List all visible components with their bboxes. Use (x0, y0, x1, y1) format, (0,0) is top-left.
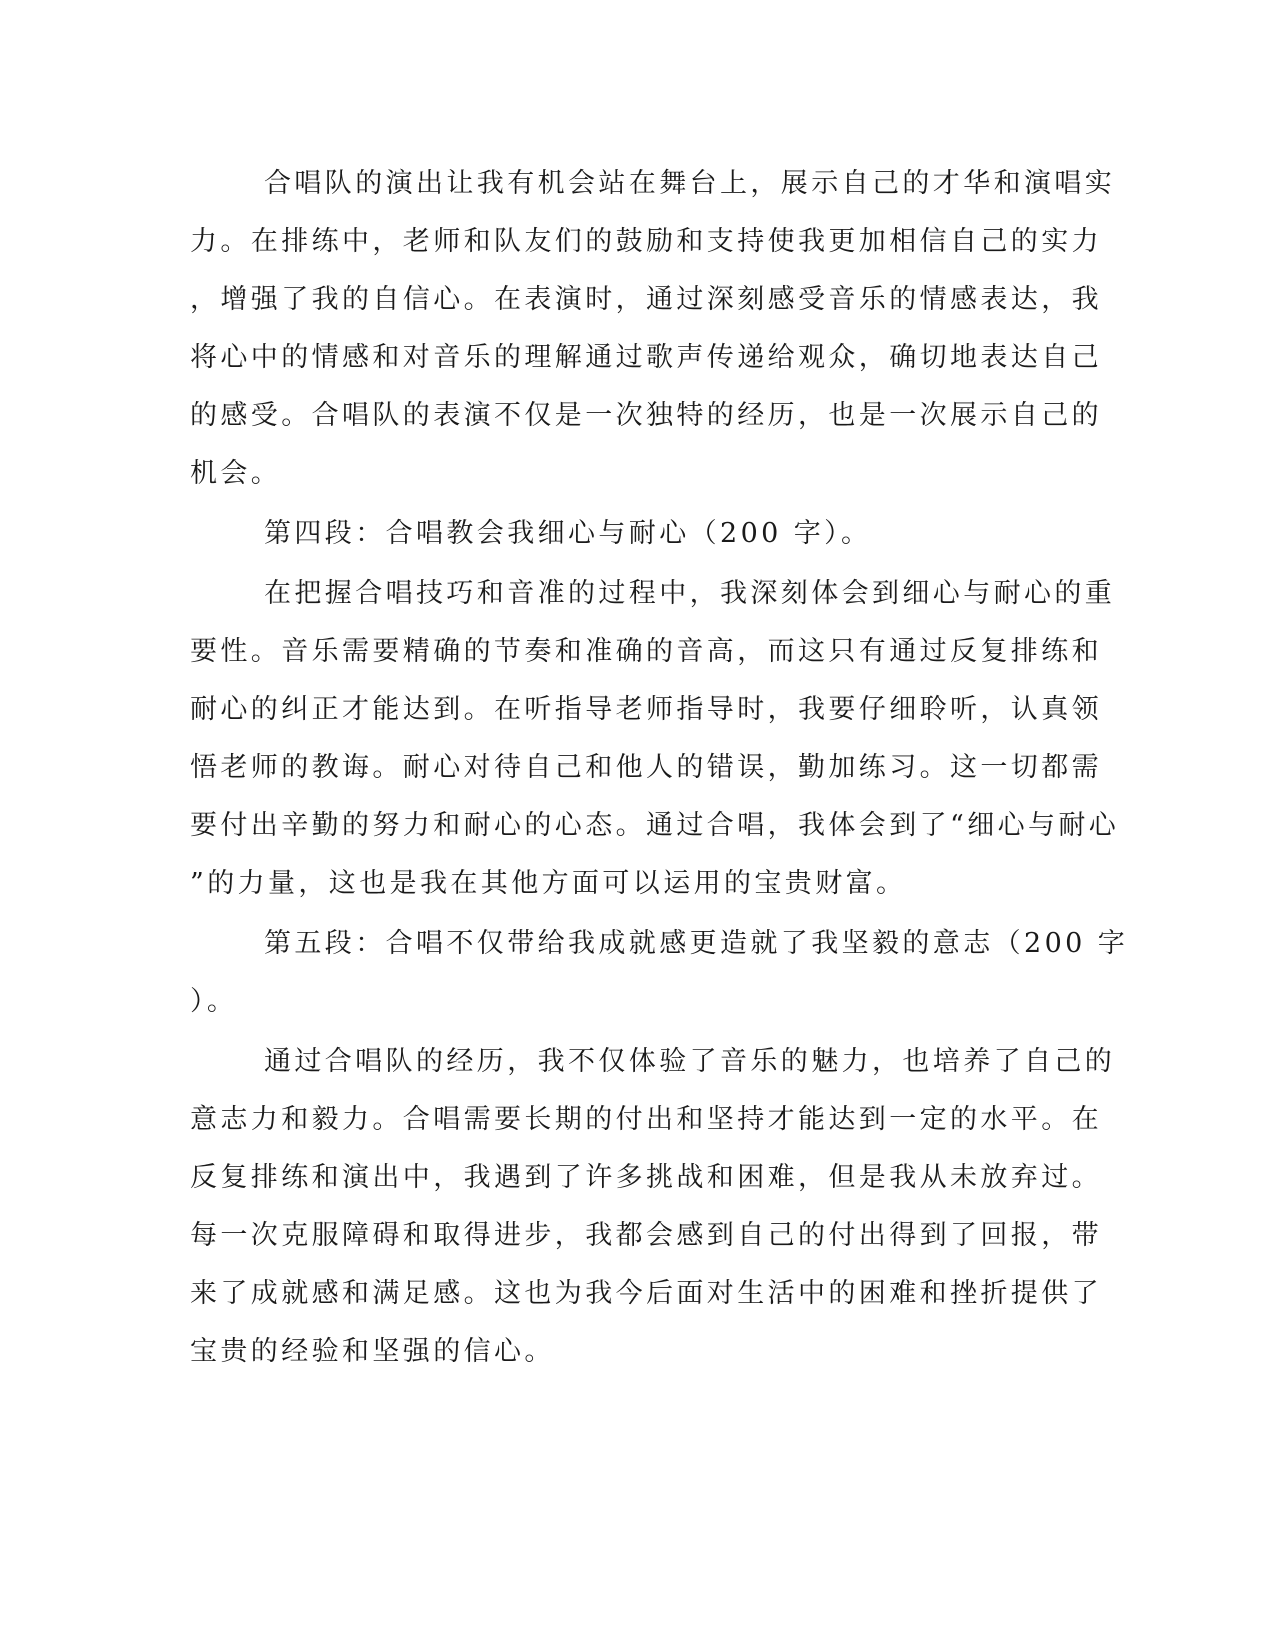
paragraph-line: 将心中的情感和对音乐的理解通过歌声传递给观众，确切地表达自己 (190, 342, 1102, 373)
paragraph-line: 反复排练和演出中，我遇到了许多挑战和困难，但是我从未放弃过。 (190, 1162, 1102, 1193)
paragraph-line: 来了成就感和满足感。这也为我今后面对生活中的困难和挫折提供了 (190, 1278, 1102, 1309)
paragraph-line: 在把握合唱技巧和音准的过程中，我深刻体会到细心与耐心的重 (264, 578, 1116, 609)
paragraph-line: 要性。音乐需要精确的节奏和准确的音高，而这只有通过反复排练和 (190, 636, 1102, 667)
paragraph-line: 的感受。合唱队的表演不仅是一次独特的经历，也是一次展示自己的 (190, 400, 1102, 431)
section-heading-continued: ）。 (190, 986, 238, 1017)
paragraph-line: 耐心的纠正才能达到。在听指导老师指导时，我要仔细聆听，认真领 (190, 694, 1102, 725)
section-heading: 第四段：合唱教会我细心与耐心（200 字）。 (264, 518, 872, 549)
paragraph-line: 要付出辛勤的努力和耐心的心态。通过合唱，我体会到了“细心与耐心 (190, 810, 1120, 841)
paragraph-line: 意志力和毅力。合唱需要长期的付出和坚持才能达到一定的水平。在 (190, 1104, 1102, 1135)
paragraph-line: 合唱队的演出让我有机会站在舞台上，展示自己的才华和演唱实 (264, 168, 1116, 199)
paragraph-line: 每一次克服障碍和取得进步，我都会感到自己的付出得到了回报，带 (190, 1220, 1102, 1251)
paragraph-line: 宝贵的经验和坚强的信心。 (190, 1336, 555, 1367)
paragraph-line: 机会。 (190, 458, 282, 489)
paragraph-line: 通过合唱队的经历，我不仅体验了音乐的魅力，也培养了自己的 (264, 1046, 1116, 1077)
paragraph-line: ”的力量，这也是我在其他方面可以运用的宝贵财富。 (190, 868, 907, 899)
section-heading: 第五段：合唱不仅带给我成就感更造就了我坚毅的意志（200 字 (264, 928, 1129, 959)
paragraph-line: 力。在排练中，老师和队友们的鼓励和支持使我更加相信自己的实力 (190, 226, 1102, 257)
paragraph-line: 悟老师的教诲。耐心对待自己和他人的错误，勤加练习。这一切都需 (190, 752, 1102, 783)
paragraph-line: ，增强了我的自信心。在表演时，通过深刻感受音乐的情感表达，我 (190, 284, 1102, 315)
